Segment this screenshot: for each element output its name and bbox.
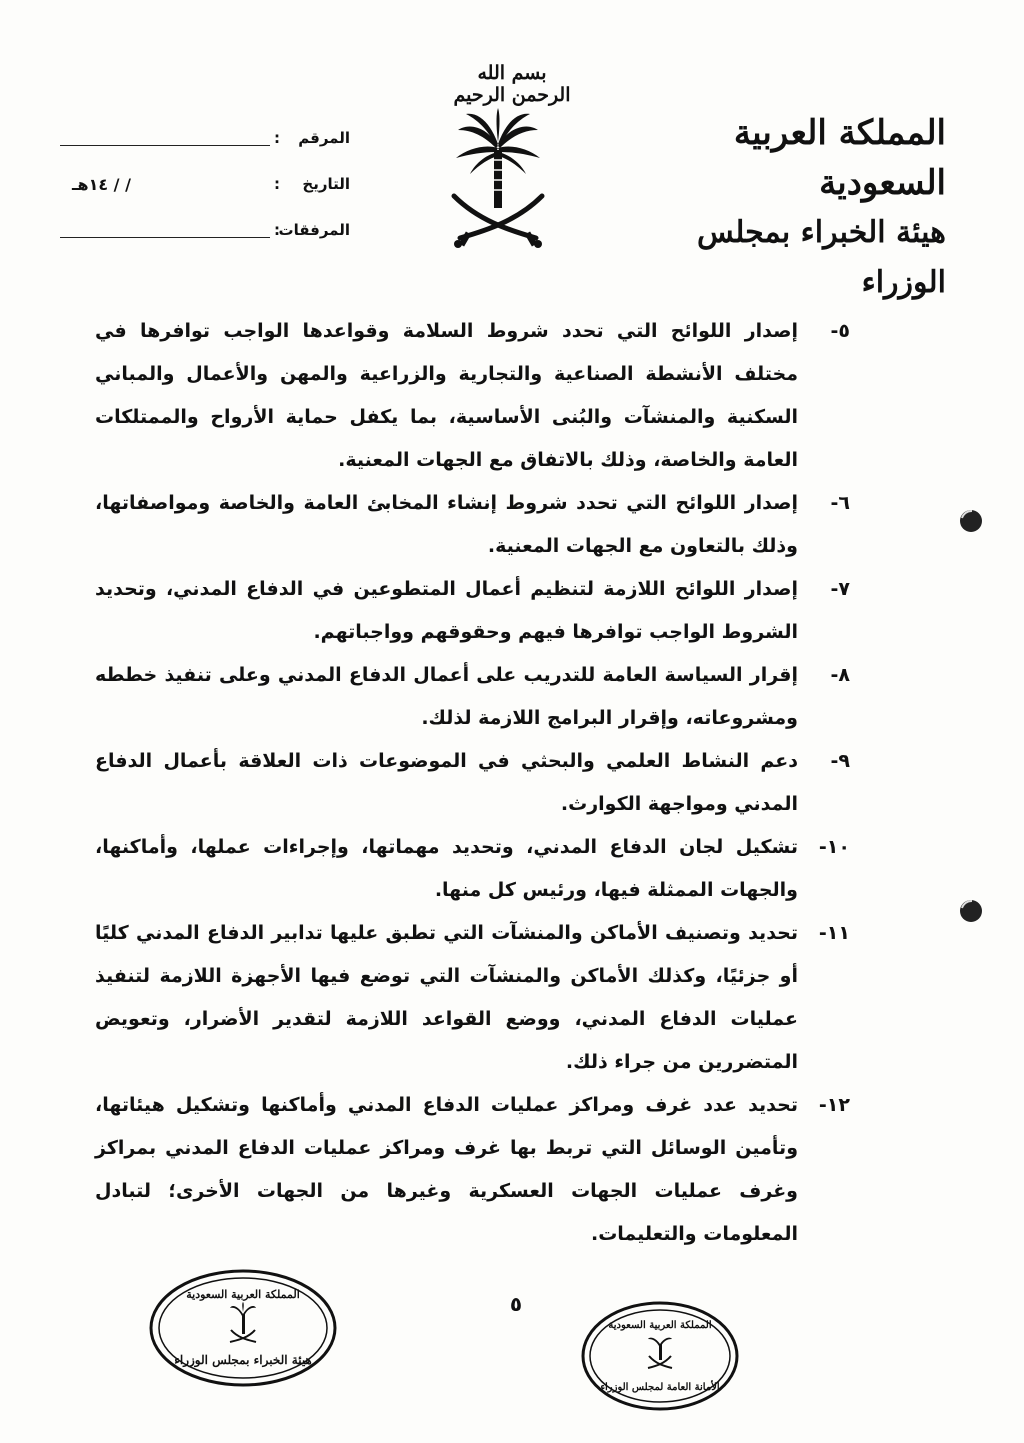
punch-hole-icon bbox=[958, 898, 984, 924]
item-number: ٩- bbox=[830, 750, 850, 772]
attachments-line bbox=[60, 233, 270, 238]
item-text: إصدار اللوائح اللازمة لتنظيم أعمال المتطوعين في الدفاع المدني، وتحديد الشروط الواجب توافرها فيهم وحقوقهم وواجباتهم. bbox=[95, 578, 798, 643]
saudi-emblem-icon bbox=[448, 108, 548, 253]
ref-number-label: المرقم bbox=[298, 129, 350, 147]
date-value: / / ١٤هـ bbox=[72, 174, 131, 194]
saudi-emblem-icon bbox=[230, 1302, 256, 1342]
list-item bbox=[95, 826, 850, 912]
authority-name: هيئة الخبراء بمجلس الوزراء bbox=[696, 215, 946, 300]
attachments-colon: : bbox=[274, 221, 280, 239]
item-number: ٨- bbox=[830, 664, 850, 686]
list-item bbox=[95, 912, 850, 1084]
stamp-right-top-text: المملكة العربية السعودية bbox=[608, 1320, 712, 1331]
item-number: ٧- bbox=[830, 578, 850, 600]
item-number: ١٢- bbox=[818, 1094, 850, 1116]
stamp-left-top-text: المملكة العربية السعودية bbox=[186, 1288, 300, 1301]
ref-number-line bbox=[60, 141, 270, 146]
list-item bbox=[95, 310, 850, 482]
item-text: دعم النشاط العلمي والبحثي في الموضوعات ذات العلاقة بأعمال الدفاع المدني ومواجهة الكوارث. bbox=[95, 750, 798, 815]
date-colon: : bbox=[274, 175, 280, 193]
list-item bbox=[95, 740, 850, 826]
ref-number-row bbox=[60, 115, 350, 161]
saudi-emblem-icon bbox=[648, 1338, 672, 1368]
list-item bbox=[95, 1084, 850, 1256]
stamp-left-bottom-text: هيئة الخبراء بمجلس الوزراء bbox=[174, 1353, 312, 1367]
item-text: إصدار اللوائح التي تحدد شروط السلامة وقواعدها الواجب توافرها في مختلف الأنشطة الصناعية والتجارية والزراعية والمهن والأعمال والمباني السكنية والمنشآت والبُنى الأساسية، بما يكفل حماية الأرواح والممتلكات العامة والخاصة، وذلك بالاتفاق مع الجهات المعنية. bbox=[95, 320, 798, 471]
country-name: المملكة العربية السعودية bbox=[733, 113, 946, 203]
ref-colon: : bbox=[274, 129, 280, 147]
item-number: ١١- bbox=[818, 922, 850, 944]
page-number: ٥ bbox=[509, 1292, 523, 1316]
item-text: تحديد عدد غرف ومراكز عمليات الدفاع المدني وأماكنها وتشكيل هيئاتها، وتأمين الوسائل التي تربط بها غرف ومراكز عمليات الدفاع المدني بمراكز وغرف عمليات الجهات العسكرية وغيرها من الجهات الأخرى؛ لتبادل المعلومات والتعليمات. bbox=[95, 1094, 798, 1245]
item-text: تحديد وتصنيف الأماكن والمنشآت التي تطبق عليها تدابير الدفاع المدني كليًا أو جزئيًا، وكذلك الأماكن والمنشآت التي توضع فيها الأجهزة اللازمة لتنفيذ عمليات الدفاع المدني، ووضع القواعد اللازمة لتقدير الأضرار، وتعويض المتضررين من جراء ذلك. bbox=[95, 922, 798, 1073]
date-label: التاريخ bbox=[302, 175, 350, 193]
stamp-right-bottom-text: الأمانة العامة لمجلس الوزراء bbox=[600, 1382, 720, 1393]
item-text: إقرار السياسة العامة للتدريب على أعمال الدفاع المدني وعلى تنفيذ خططه ومشروعاته، وإقرار البرامج اللازمة لذلك. bbox=[95, 664, 798, 729]
official-stamp-left bbox=[148, 1268, 338, 1388]
articles-list bbox=[95, 310, 850, 1256]
item-number: ٥- bbox=[830, 320, 850, 342]
item-number: ٦- bbox=[830, 492, 850, 514]
reference-fields bbox=[60, 115, 350, 253]
list-item bbox=[95, 482, 850, 568]
punch-hole-icon bbox=[958, 508, 984, 534]
list-item bbox=[95, 568, 850, 654]
item-text: تشكيل لجان الدفاع المدني، وتحديد مهماتها، وإجراءات عملها، وأماكنها، والجهات الممثلة فيها، ورئيس كل منها. bbox=[95, 836, 798, 901]
organization-header bbox=[616, 108, 946, 308]
official-stamp-right bbox=[580, 1300, 740, 1412]
date-row bbox=[60, 161, 350, 207]
attachments-row bbox=[60, 207, 350, 253]
attachments-label: المرفقات bbox=[278, 221, 350, 239]
list-item bbox=[95, 654, 850, 740]
item-number: ١٠- bbox=[818, 836, 850, 858]
basmala: بسم الله الرحمن الرحيم bbox=[453, 62, 571, 106]
item-text: إصدار اللوائح التي تحدد شروط إنشاء المخابئ العامة والخاصة ومواصفاتها، وذلك بالتعاون مع الجهات المعنية. bbox=[95, 492, 798, 557]
